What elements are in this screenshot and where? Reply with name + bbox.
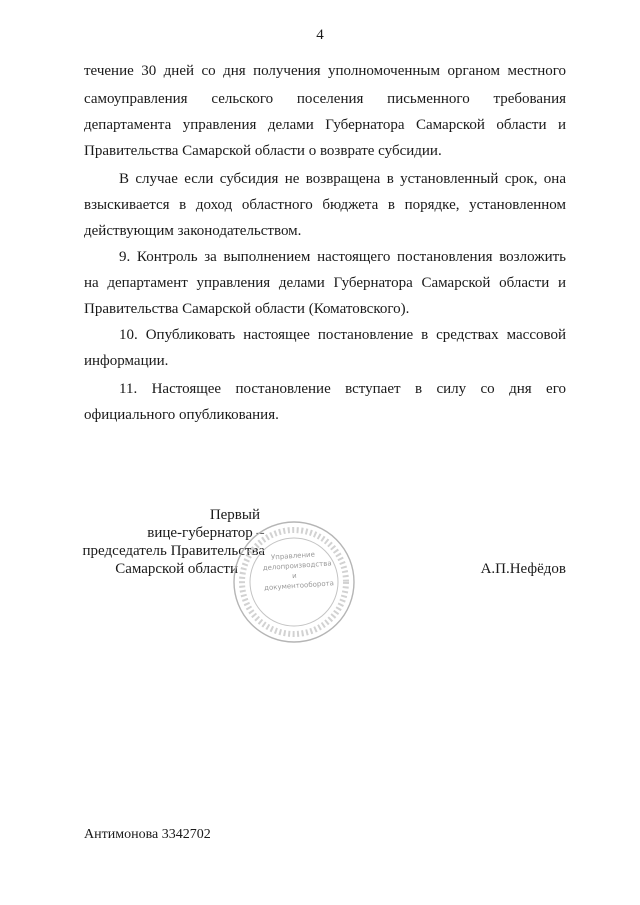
paragraph-line: 11. Настоящее постановление вступает в силу со дня его [119, 381, 566, 397]
paragraph-line: В случае если субсидия не возвращена в установленный срок, она [119, 171, 566, 187]
stamp-text-line: и документооборота [263, 571, 335, 593]
paragraph-line: 9. Контроль за выполнением настоящего постановления возложить [119, 249, 566, 265]
paragraph-line: течение 30 дней со дня получения уполномоченным органом местного [84, 63, 566, 79]
signer-title-line: председатель Правительства [82, 543, 265, 559]
stamp-text [262, 549, 335, 593]
paragraph-line: 10. Опубликовать настоящее постановление в средствах массовой [119, 327, 566, 343]
page-number: 4 [316, 27, 324, 43]
paragraph-line: Правительства Самарской области о возврате субсидии. [84, 143, 442, 159]
signer-title-line: Самарской области [115, 561, 238, 577]
stamp-text-line: Управление [270, 550, 316, 562]
signer-title-line: Первый [209, 507, 260, 523]
executor-footer: Антимонова 3342702 [84, 827, 211, 842]
paragraph-line: информации. [84, 353, 169, 369]
paragraph-line: действующим законодательством. [84, 223, 302, 239]
signer-name: А.П.Нефёдов [480, 561, 566, 577]
paragraph-line: взыскивается в доход областного бюджета в порядке, установленном [84, 197, 566, 213]
paragraph-line: департамента управления делами Губернатора Самарской области и [84, 117, 566, 133]
stamp-text-line: делопроизводства [262, 559, 332, 573]
signer-title-line: вице-губернатор – [147, 525, 264, 541]
paragraph-line: официального опубликования. [84, 407, 279, 423]
paragraph-line: на департамент управления делами Губернатора Самарской области и [84, 275, 566, 291]
paragraph-line: самоуправления сельского поселения письменного требования [84, 91, 566, 107]
paragraph-line: Правительства Самарской области (Коматовского). [84, 301, 410, 317]
